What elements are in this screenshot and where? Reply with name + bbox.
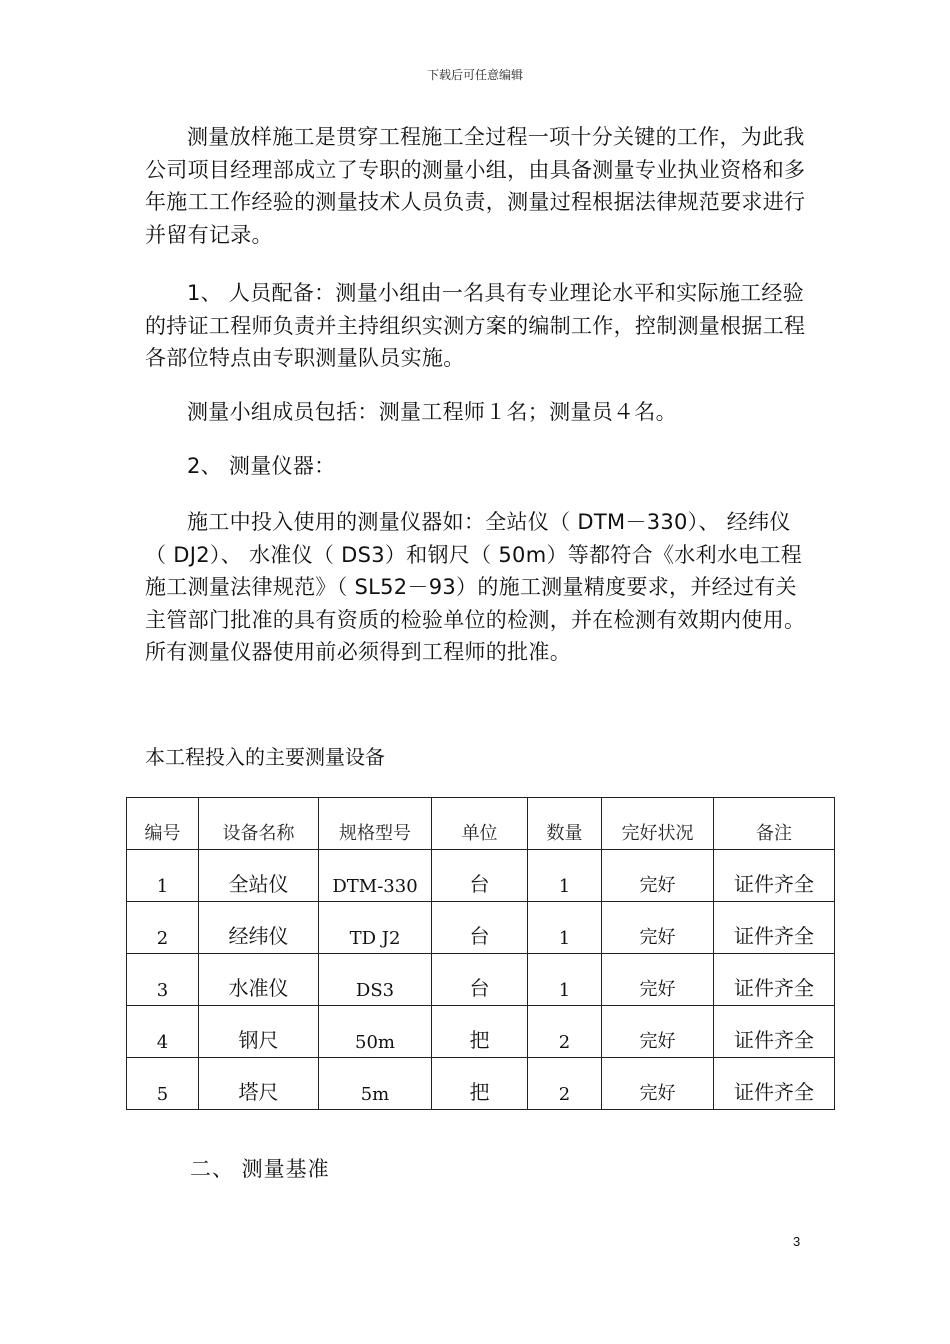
paragraph-team-members: 测量小组成员包括：测量工程师１名；测量员４名。 [187, 400, 677, 424]
equipment-table [126, 797, 835, 1110]
table-cell: 2 [528, 1058, 602, 1110]
table-cell: 水准仪 [199, 954, 319, 1006]
table-cell: 钢尺 [199, 1006, 319, 1058]
table-cell: 1 [528, 902, 602, 954]
header-cell-name: 设备名称 [199, 798, 319, 850]
table-cell: 5m [319, 1058, 432, 1110]
header-cell-remarks: 备注 [714, 798, 835, 850]
page-number: 3 [793, 1234, 801, 1249]
table-cell: 2 [528, 1006, 602, 1058]
table-row [127, 850, 835, 902]
paragraph-instruments: 施工中投入使用的测量仪器如：全站仪（ DTM－330）、 经纬仪（ DJ2）、 水准仪（ DS3）和钢尺（ 50m）等都符合《水利水电工程施工测量法律规范》（ SL52－93）的施工测量精度要求，并经过有关主管部门批准的具有资质的检验单位的检测，并在检测有效期内使用。所有测量仪器使用前必须得到工程师的批准。 [145, 510, 806, 664]
table-cell: 台 [432, 954, 528, 1006]
table-cell: 完好 [602, 954, 714, 1006]
header-cell-quantity: 数量 [528, 798, 602, 850]
table-cell: 5 [127, 1058, 199, 1110]
table-cell: 证件齐全 [714, 850, 835, 902]
table-row [127, 902, 835, 954]
paragraph-instruments-heading: 2、 测量仪器： [187, 454, 336, 478]
table-cell: 完好 [602, 1058, 714, 1110]
paragraph-staffing: 1、 人员配备：测量小组由一名具有专业理论水平和实际施工经验的持证工程师负责并主持组织实测方案的编制工作，控制测量根据工程各部位特点由专职测量队员实施。 [145, 281, 806, 370]
table-cell: TD J2 [319, 902, 432, 954]
table-cell: 塔尺 [199, 1058, 319, 1110]
table-cell: 1 [528, 954, 602, 1006]
page-header: 下载后可任意编辑 [426, 68, 523, 82]
header-cell-condition: 完好状况 [602, 798, 714, 850]
table-cell: 证件齐全 [714, 1058, 835, 1110]
table-row [127, 1006, 835, 1058]
paragraph-survey-intro: 测量放样施工是贯穿工程施工全过程一项十分关键的工作，为此我公司项目经理部成立了专职的测量小组，由具备测量专业执业资格和多年施工工作经验的测量技术人员负责，测量过程根据法律规范要求进行并留有记录。 [145, 125, 806, 247]
table-cell: 1 [127, 850, 199, 902]
table-cell: 全站仪 [199, 850, 319, 902]
table-row [127, 954, 835, 1006]
section-title: 二、 测量基准 [190, 1157, 330, 1181]
table-cell: 4 [127, 1006, 199, 1058]
header-cell-model: 规格型号 [319, 798, 432, 850]
table-cell: 证件齐全 [714, 902, 835, 954]
table-cell: 证件齐全 [714, 954, 835, 1006]
table-cell: DS3 [319, 954, 432, 1006]
table-cell: 经纬仪 [199, 902, 319, 954]
table-cell: 完好 [602, 1006, 714, 1058]
header-cell-unit: 单位 [432, 798, 528, 850]
table-cell: 完好 [602, 850, 714, 902]
table-header-row [127, 798, 835, 850]
table-cell: 1 [528, 850, 602, 902]
table-cell: 把 [432, 1006, 528, 1058]
table-cell: 3 [127, 954, 199, 1006]
table-row [127, 1058, 835, 1110]
table-cell: 证件齐全 [714, 1006, 835, 1058]
table-cell: 台 [432, 850, 528, 902]
table-cell: DTM-330 [319, 850, 432, 902]
table-caption: 本工程投入的主要测量设备 [145, 745, 385, 769]
table-cell: 把 [432, 1058, 528, 1110]
table-cell: 2 [127, 902, 199, 954]
table-cell: 50m [319, 1006, 432, 1058]
header-cell-number: 编号 [127, 798, 199, 850]
table-cell: 台 [432, 902, 528, 954]
table-cell: 完好 [602, 902, 714, 954]
